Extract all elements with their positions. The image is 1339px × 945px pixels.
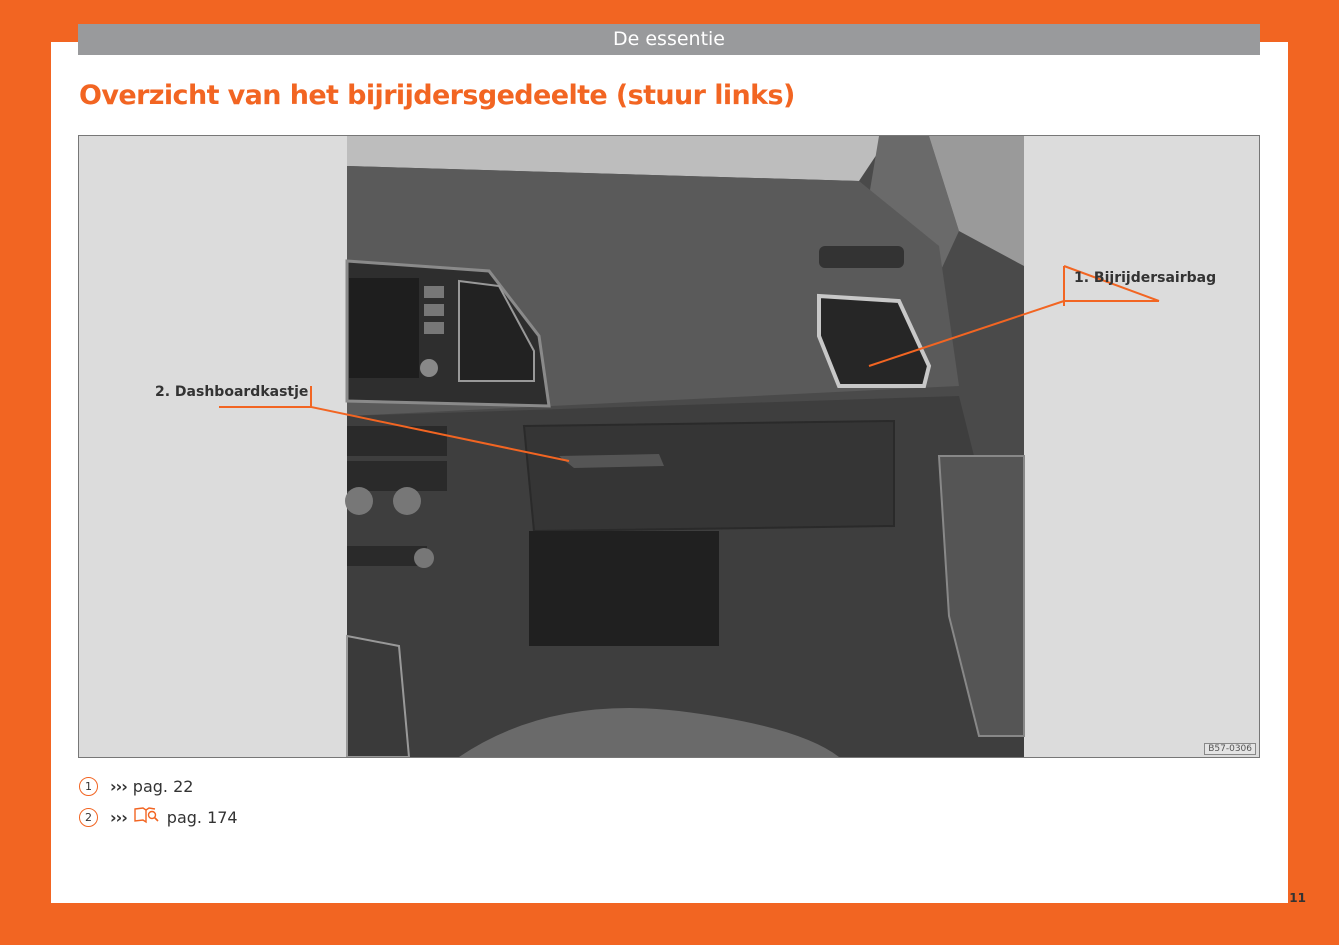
list-item [79,775,238,797]
book-icon [133,806,159,828]
reference-list [79,775,238,837]
arrow-marker: ››› [110,776,127,796]
page-reference-link[interactable]: pag. 22 [132,776,194,796]
glovebox [524,421,894,531]
section-header: De essentie [78,24,1260,55]
console-button [424,322,444,334]
page-number: 11 [1289,891,1306,905]
console-button [424,286,444,298]
climate-panel [347,461,447,491]
callout-1-label: 1. Bijrijdersairbag [1074,270,1217,286]
climate-knob [345,487,373,515]
page-title: Overzicht van het bijrijdersgedeelte (stuur links) [79,80,795,111]
console-knob [420,359,438,377]
callout-2-label: 2. Dashboardkastje [155,384,309,400]
figure-code: B57-0306 [1204,743,1256,755]
console-button [424,304,444,316]
climate-knob [393,487,421,515]
gear-shifter-area [347,636,409,757]
number-badge: 2 [79,808,98,827]
dashboard-figure [78,135,1260,758]
climate-panel [347,426,447,456]
defrost-vent [819,246,904,268]
number-badge: 1 [79,777,98,796]
glovebox-handle [559,454,664,468]
list-item [79,806,238,828]
arrow-marker: ››› [110,807,127,827]
dashboard-illustration [79,136,1259,757]
page-reference-link[interactable]: pag. 174 [166,807,238,827]
start-button [414,548,434,568]
infotainment-screen [349,278,419,378]
footwell-panel [529,531,719,646]
